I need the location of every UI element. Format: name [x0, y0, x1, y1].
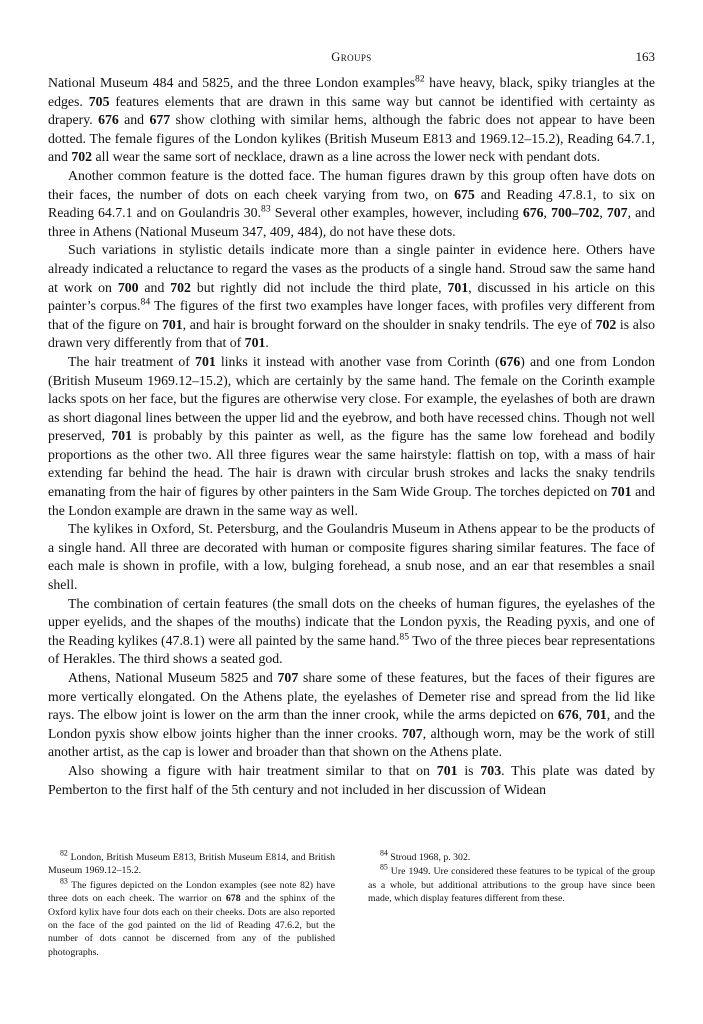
text-run: , and hair is brought forward on the shoulder in snaky tendrils. The eye of [182, 316, 596, 332]
text-run: but rightly did not include the third plate, [190, 279, 448, 295]
page-header [48, 46, 655, 68]
vase-catalog-number: 676 [98, 112, 119, 128]
body-paragraph [48, 353, 655, 520]
body-paragraph [48, 167, 655, 241]
vase-catalog-number: 702 [170, 279, 191, 295]
vase-catalog-number: 676 [522, 205, 544, 221]
vase-catalog-number: 700–702 [551, 205, 600, 221]
text-run: The figures depicted on the London examples (see note 82) have three dots on each cheek. The warrior on [48, 879, 335, 905]
text-run: Stroud 1968, p. 302. [387, 852, 471, 863]
text-run: London, British Museum E813, British Museum E814, and British Museum 1969.12–15.2. [48, 852, 335, 877]
body-paragraph [48, 520, 655, 594]
vase-catalog-number: 702 [595, 316, 617, 332]
text-run: National Museum 484 and 5825, and the three London examples [48, 75, 416, 90]
footnote [368, 865, 655, 905]
text-run: is also drawn very differently from that of [48, 316, 655, 351]
vase-catalog-number: 702 [71, 149, 93, 165]
body-paragraph [48, 241, 655, 353]
text-run: have heavy, black, spiky triangles at the edges. [48, 75, 656, 109]
text-run: , and the London pyxis show elbow joints higher than the inner crooks. [48, 707, 655, 741]
vase-catalog-number: 701 [447, 279, 469, 295]
vase-catalog-number: 703 [480, 762, 502, 778]
text-run: is [457, 762, 481, 778]
text-run: , and three in Athens (National Museum 347, 409, 484), do not have these dots. [48, 205, 656, 239]
text-run: share some of these features, but the faces of their figures are more vertically elongated. On the Athens plate, the eyelashes of Demeter rise and spread from the lid like rays. The elbow joint is lower on the arm than the inner crook, while the arms depicted on [48, 670, 656, 723]
footnote-ref: 82 [60, 848, 68, 858]
text-run: Such variations in stylistic details indicate more than a single painter in evidence here. Others have already indicated a reluctance to regard the vases as the products of a single hand. Stroud saw the same hand at work on [48, 242, 655, 295]
text-run: and [138, 279, 171, 295]
vase-catalog-number: 678 [225, 893, 241, 905]
text-run: and the sphinx of the Oxford kylix have four dots each on their cheeks. Dots are also reported on the face of the god painted on the lid of Reading 47.6.2, but the number of dots cannot be discerned from any of the published photographs. [48, 893, 336, 958]
vase-catalog-number: 701 [610, 484, 632, 500]
text-run: Another common feature is the dotted face. The human figures drawn by this group often have dots on their faces, the number of dots on each cheek varying from two, on [48, 167, 655, 202]
text-run: Ure 1949. Ure considered these features to be typical of the group as a whole, but additional attributions to the group have since been made, which display features different from these. [368, 866, 655, 905]
footnote-ref: 84 [140, 296, 151, 308]
vase-catalog-number: 707 [277, 670, 299, 685]
text-run: Also showing a figure with hair treatment similar to that on [68, 762, 437, 778]
footnote [48, 848, 335, 878]
text-run: Athens, National Museum 5825 and [68, 670, 278, 685]
vase-catalog-number: 701 [195, 353, 216, 369]
body-paragraph [48, 762, 655, 799]
vase-catalog-number: 675 [454, 186, 475, 202]
text-run: and the London example are drawn in the same way as well. [48, 484, 656, 518]
text-run: The kylikes in Oxford, St. Petersburg, and the Goulandris Museum in Athens appear to be the products of a single hand. All three are decorated with human or composite figures sharing similar features. The face of each male is shown in profile, with a low, bulging forehead, a snub nose, and an ear that resembles a snail shell. [48, 521, 655, 593]
footnotes-left-column [48, 848, 336, 960]
text-run: . [265, 335, 269, 351]
text-run: and [118, 112, 150, 128]
text-run: Several other examples, however, including [270, 205, 523, 221]
text-run: is probably by this painter as well, as the figure has the same low forehead and bodily proportions as the other two. All three figures wear the same hairstyle: flattish on top, with a mass of hair extending far behind the head. The hair is drawn with circular brush strokes and lacks the snaky tendrils emanating from the hair of figures by other painters in the Sam Wide Group. The torches depicted on [48, 428, 655, 500]
vase-catalog-number: 676 [499, 353, 521, 369]
footnote-ref: 85 [380, 863, 388, 873]
footnote [48, 876, 336, 959]
text-run: The figures of the first two examples have longer faces, with profiles very different from that of the figure on [48, 298, 655, 332]
vase-catalog-number: 707 [606, 205, 628, 221]
text-run: show clothing with similar hems, although the fabric does not appear to have been dotted. The female figures of the London kylikes (British Museum E813 and 1969.12–15.2), Reading 64.7.1, and [48, 112, 655, 165]
vase-catalog-number: 705 [88, 93, 110, 109]
vase-catalog-number: 701 [161, 316, 183, 332]
text-run: , [599, 205, 607, 221]
text-run: Two of the three pieces bear representations of Herakles. The third shows a seated god. [48, 632, 656, 667]
text-run: The combination of certain features (the small dots on the cheeks of human figures, the eyelashes of the upper eyelids, and the shapes of the mouths) indicate that the London pyxis, the Reading pyxis, and one of the Reading kylikes (47.8.1) were all painted by the same hand. [48, 595, 655, 648]
vase-catalog-number: 676 [557, 707, 579, 723]
body-paragraph [48, 595, 655, 669]
text-run: , [578, 707, 587, 723]
text-run: links it instead with another vase from Corinth ( [215, 353, 500, 369]
vase-catalog-number: 701 [436, 762, 458, 778]
vase-catalog-number: 700 [117, 279, 139, 295]
text-run: , [543, 205, 552, 221]
page-number: 163 [635, 49, 655, 64]
footnote-ref: 85 [399, 631, 410, 643]
vase-catalog-number: 677 [149, 112, 171, 128]
text-run: The hair treatment of [68, 353, 196, 369]
text-run: and Reading 47.8.1, to six on Reading 64.7.1 and on Goulandris 30. [48, 186, 655, 221]
footnotes-right-column [368, 848, 655, 960]
body-paragraph [48, 74, 655, 167]
footnote-ref: 84 [380, 848, 388, 858]
text-run: features elements that are drawn in this same way but cannot be identified with certainty as drapery. [48, 93, 656, 128]
footnote-ref: 82 [415, 73, 425, 85]
text-run: ) and one from London (British Museum 1969.12–15.2), which are certainly by the same hand. The female on the Corinth example lacks spots on her face, but the figures are otherwise very close. For example, the eyelashes of both are drawn as short diagonal lines between the upper lid and the eyebrow, and both have recessed chins. Though not well preserved, [48, 353, 655, 444]
footnote-ref: 83 [261, 203, 271, 215]
running-title: Groups [331, 50, 372, 64]
vase-catalog-number: 701 [111, 428, 132, 444]
vase-catalog-number: 701 [244, 335, 266, 351]
footnote-ref: 83 [60, 876, 68, 886]
text-run: , discussed in his article on this painter’s corpus. [48, 279, 655, 314]
body-paragraph [48, 669, 655, 762]
text-run: . This plate was dated by Pemberton to the first half of the 5th century and not included in her discussion of Widean [48, 762, 656, 797]
body-text [48, 74, 655, 799]
text-run: , although worn, may be the work of still another artist, as the cap is lower and broader than that shown on the Athens plate. [48, 725, 656, 760]
text-run: all wear the same sort of necklace, drawn as a line across the lower neck with pendant dots. [92, 149, 601, 165]
footnotes [48, 848, 655, 960]
vase-catalog-number: 707 [402, 725, 423, 741]
footnote [368, 848, 655, 864]
vase-catalog-number: 701 [586, 707, 607, 723]
